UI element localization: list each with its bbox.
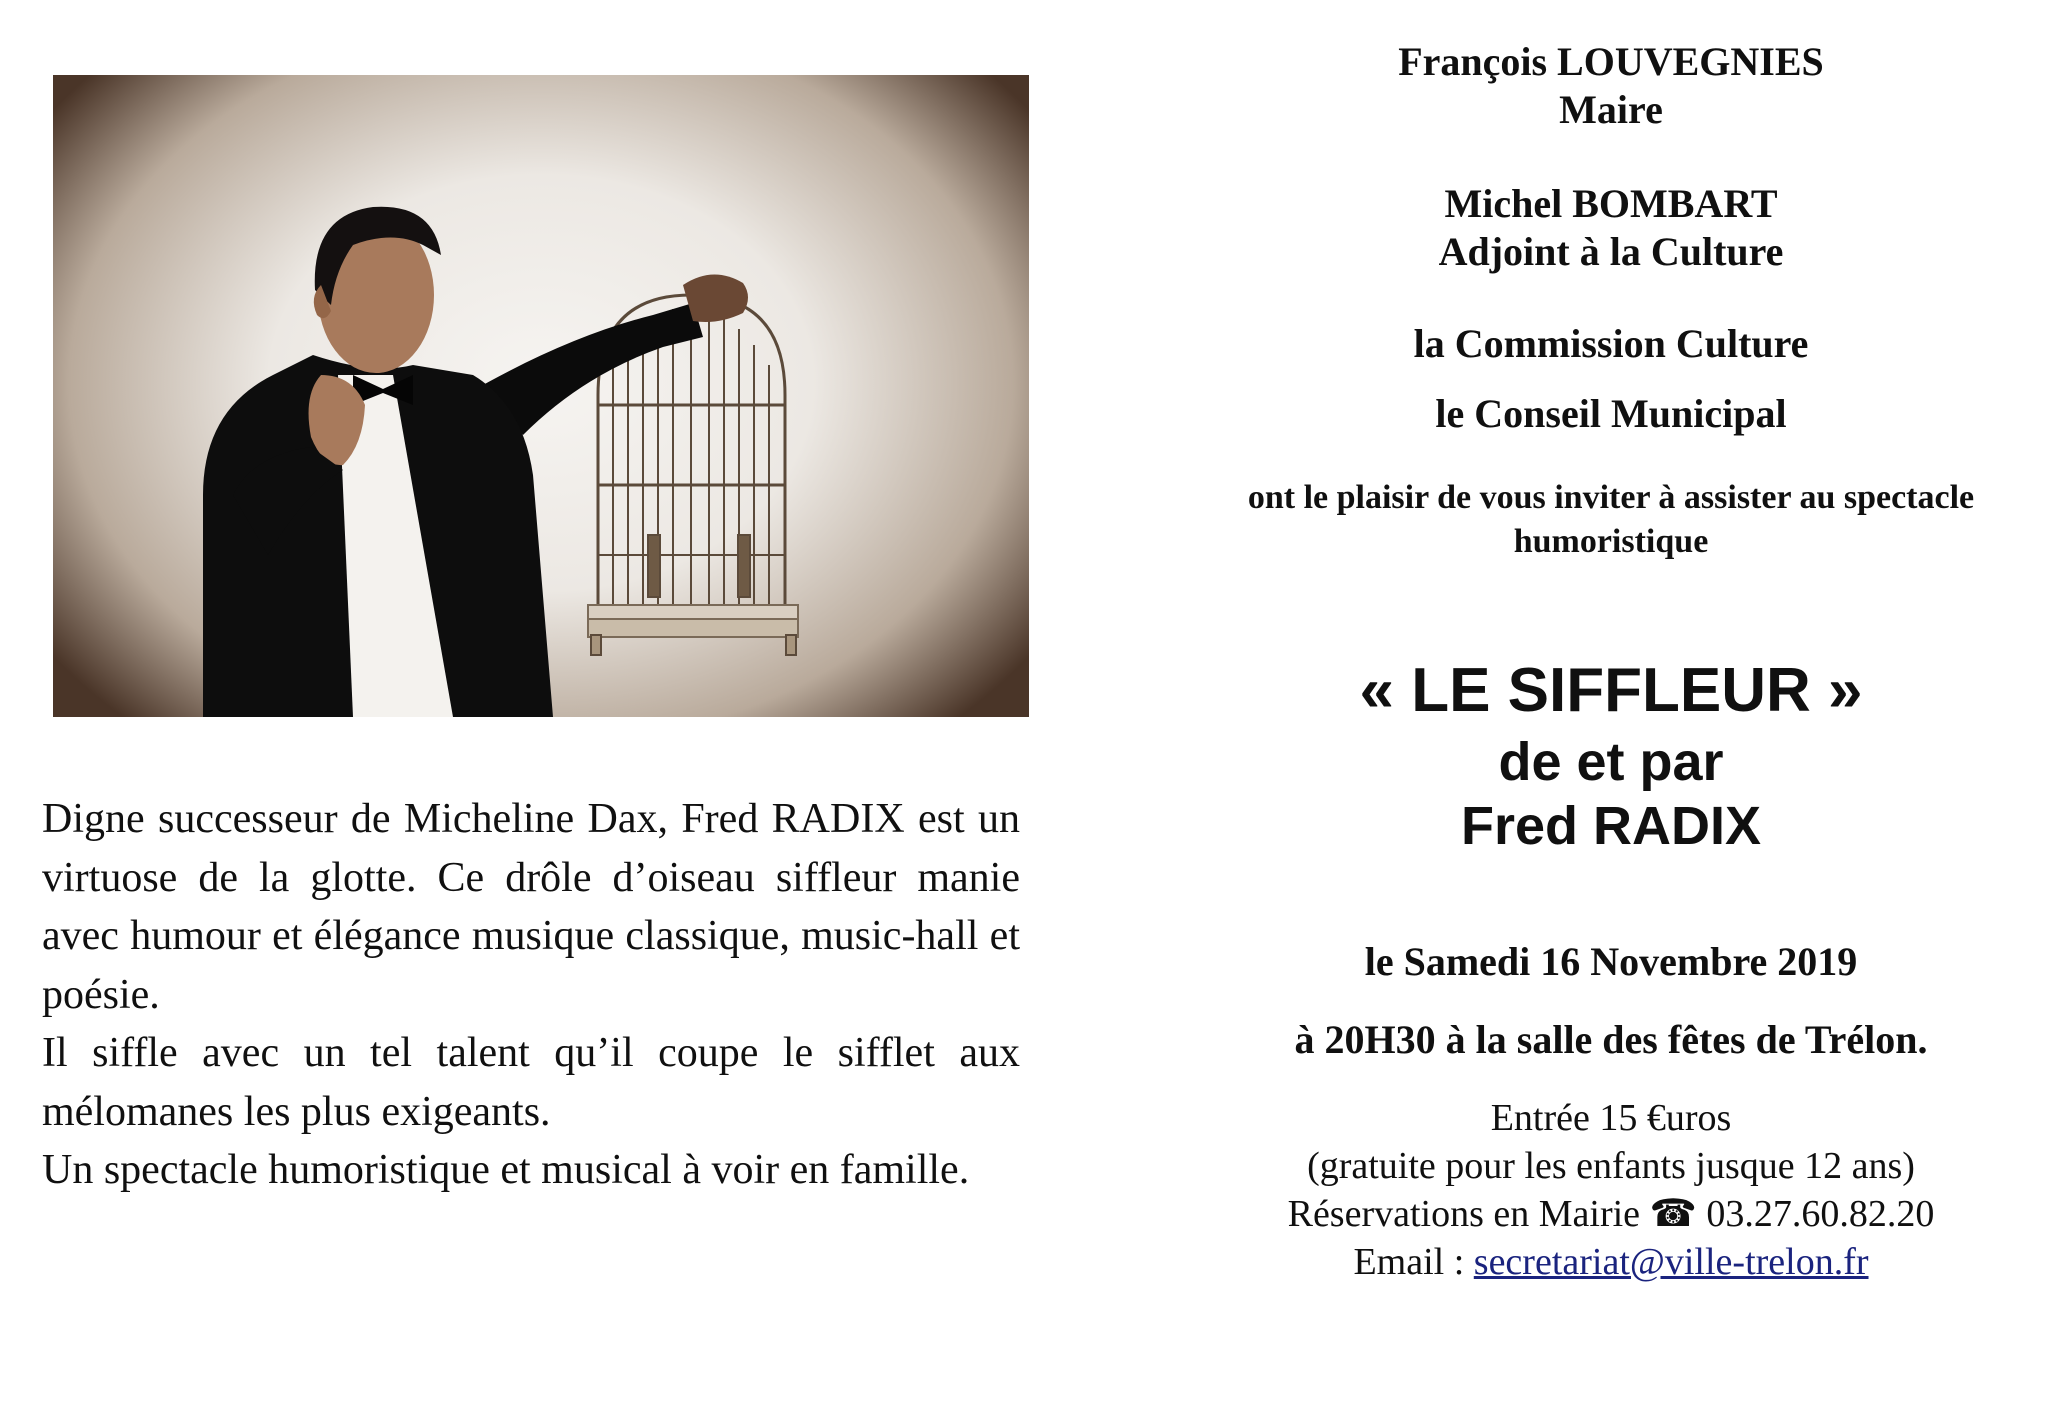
- show-by: de et par: [1498, 732, 1724, 792]
- deputy-name: Michel BOMBART: [1444, 181, 1778, 226]
- performer-photo: [53, 75, 1029, 717]
- event-time-place: à 20H30 à la salle des fêtes de Trélon.: [1294, 1017, 1928, 1062]
- raised-arm: [483, 303, 703, 435]
- mayor-name: François LOUVEGNIES: [1398, 39, 1824, 84]
- invitation-line-1: ont le plaisir de vous inviter à assister au spectacle: [1247, 479, 1975, 516]
- deputy-block: [1196, 180, 2026, 276]
- performer-illustration: [53, 75, 1029, 717]
- entry-price: Entrée 15 €uros: [1490, 1097, 1732, 1139]
- hand: [683, 274, 748, 322]
- phone-number: 03.27.60.82.20: [1706, 1193, 1935, 1235]
- free-note: (gratuite pour les enfants jusque 12 ans): [1307, 1145, 1915, 1187]
- show-artist: Fred RADIX: [1460, 796, 1762, 856]
- commission-line: la Commission Culture: [1413, 321, 1809, 366]
- show-description: [42, 790, 1020, 1200]
- reservations-label: Réservations en Mairie: [1287, 1193, 1641, 1235]
- description-paragraph: Il siffle avec un tel talent qu’il coupe le sifflet aux mélomanes les plus exigeants.: [42, 1030, 1020, 1135]
- invitation-panel: [1196, 34, 2026, 1286]
- council-line: le Conseil Municipal: [1435, 391, 1787, 436]
- email-line: [1196, 1238, 2026, 1286]
- description-paragraph: Digne successeur de Micheline Dax, Fred RADIX est un virtuose de la glotte. Ce drôle d’oiseau siffleur manie avec humour et élégance musique classique, music-hall et poésie.: [42, 796, 1020, 1018]
- show-title: « LE SIFFLEUR »: [1359, 656, 1863, 725]
- mayor-title: Maire: [1559, 87, 1663, 132]
- email-link[interactable]: secretariat@ville-trelon.fr: [1473, 1241, 1869, 1283]
- phone-icon: ☎: [1649, 1193, 1697, 1235]
- mayor-block: [1196, 38, 2026, 134]
- reservations-line: [1196, 1190, 2026, 1238]
- description-paragraph: Un spectacle humoristique et musical à voir en famille.: [42, 1147, 970, 1193]
- invitation-text: [1196, 476, 2026, 564]
- event-date: le Samedi 16 Novembre 2019: [1364, 939, 1858, 984]
- email-label: Email :: [1353, 1241, 1465, 1283]
- deputy-title: Adjoint à la Culture: [1438, 229, 1784, 274]
- invitation-line-2: humoristique: [1513, 523, 1709, 560]
